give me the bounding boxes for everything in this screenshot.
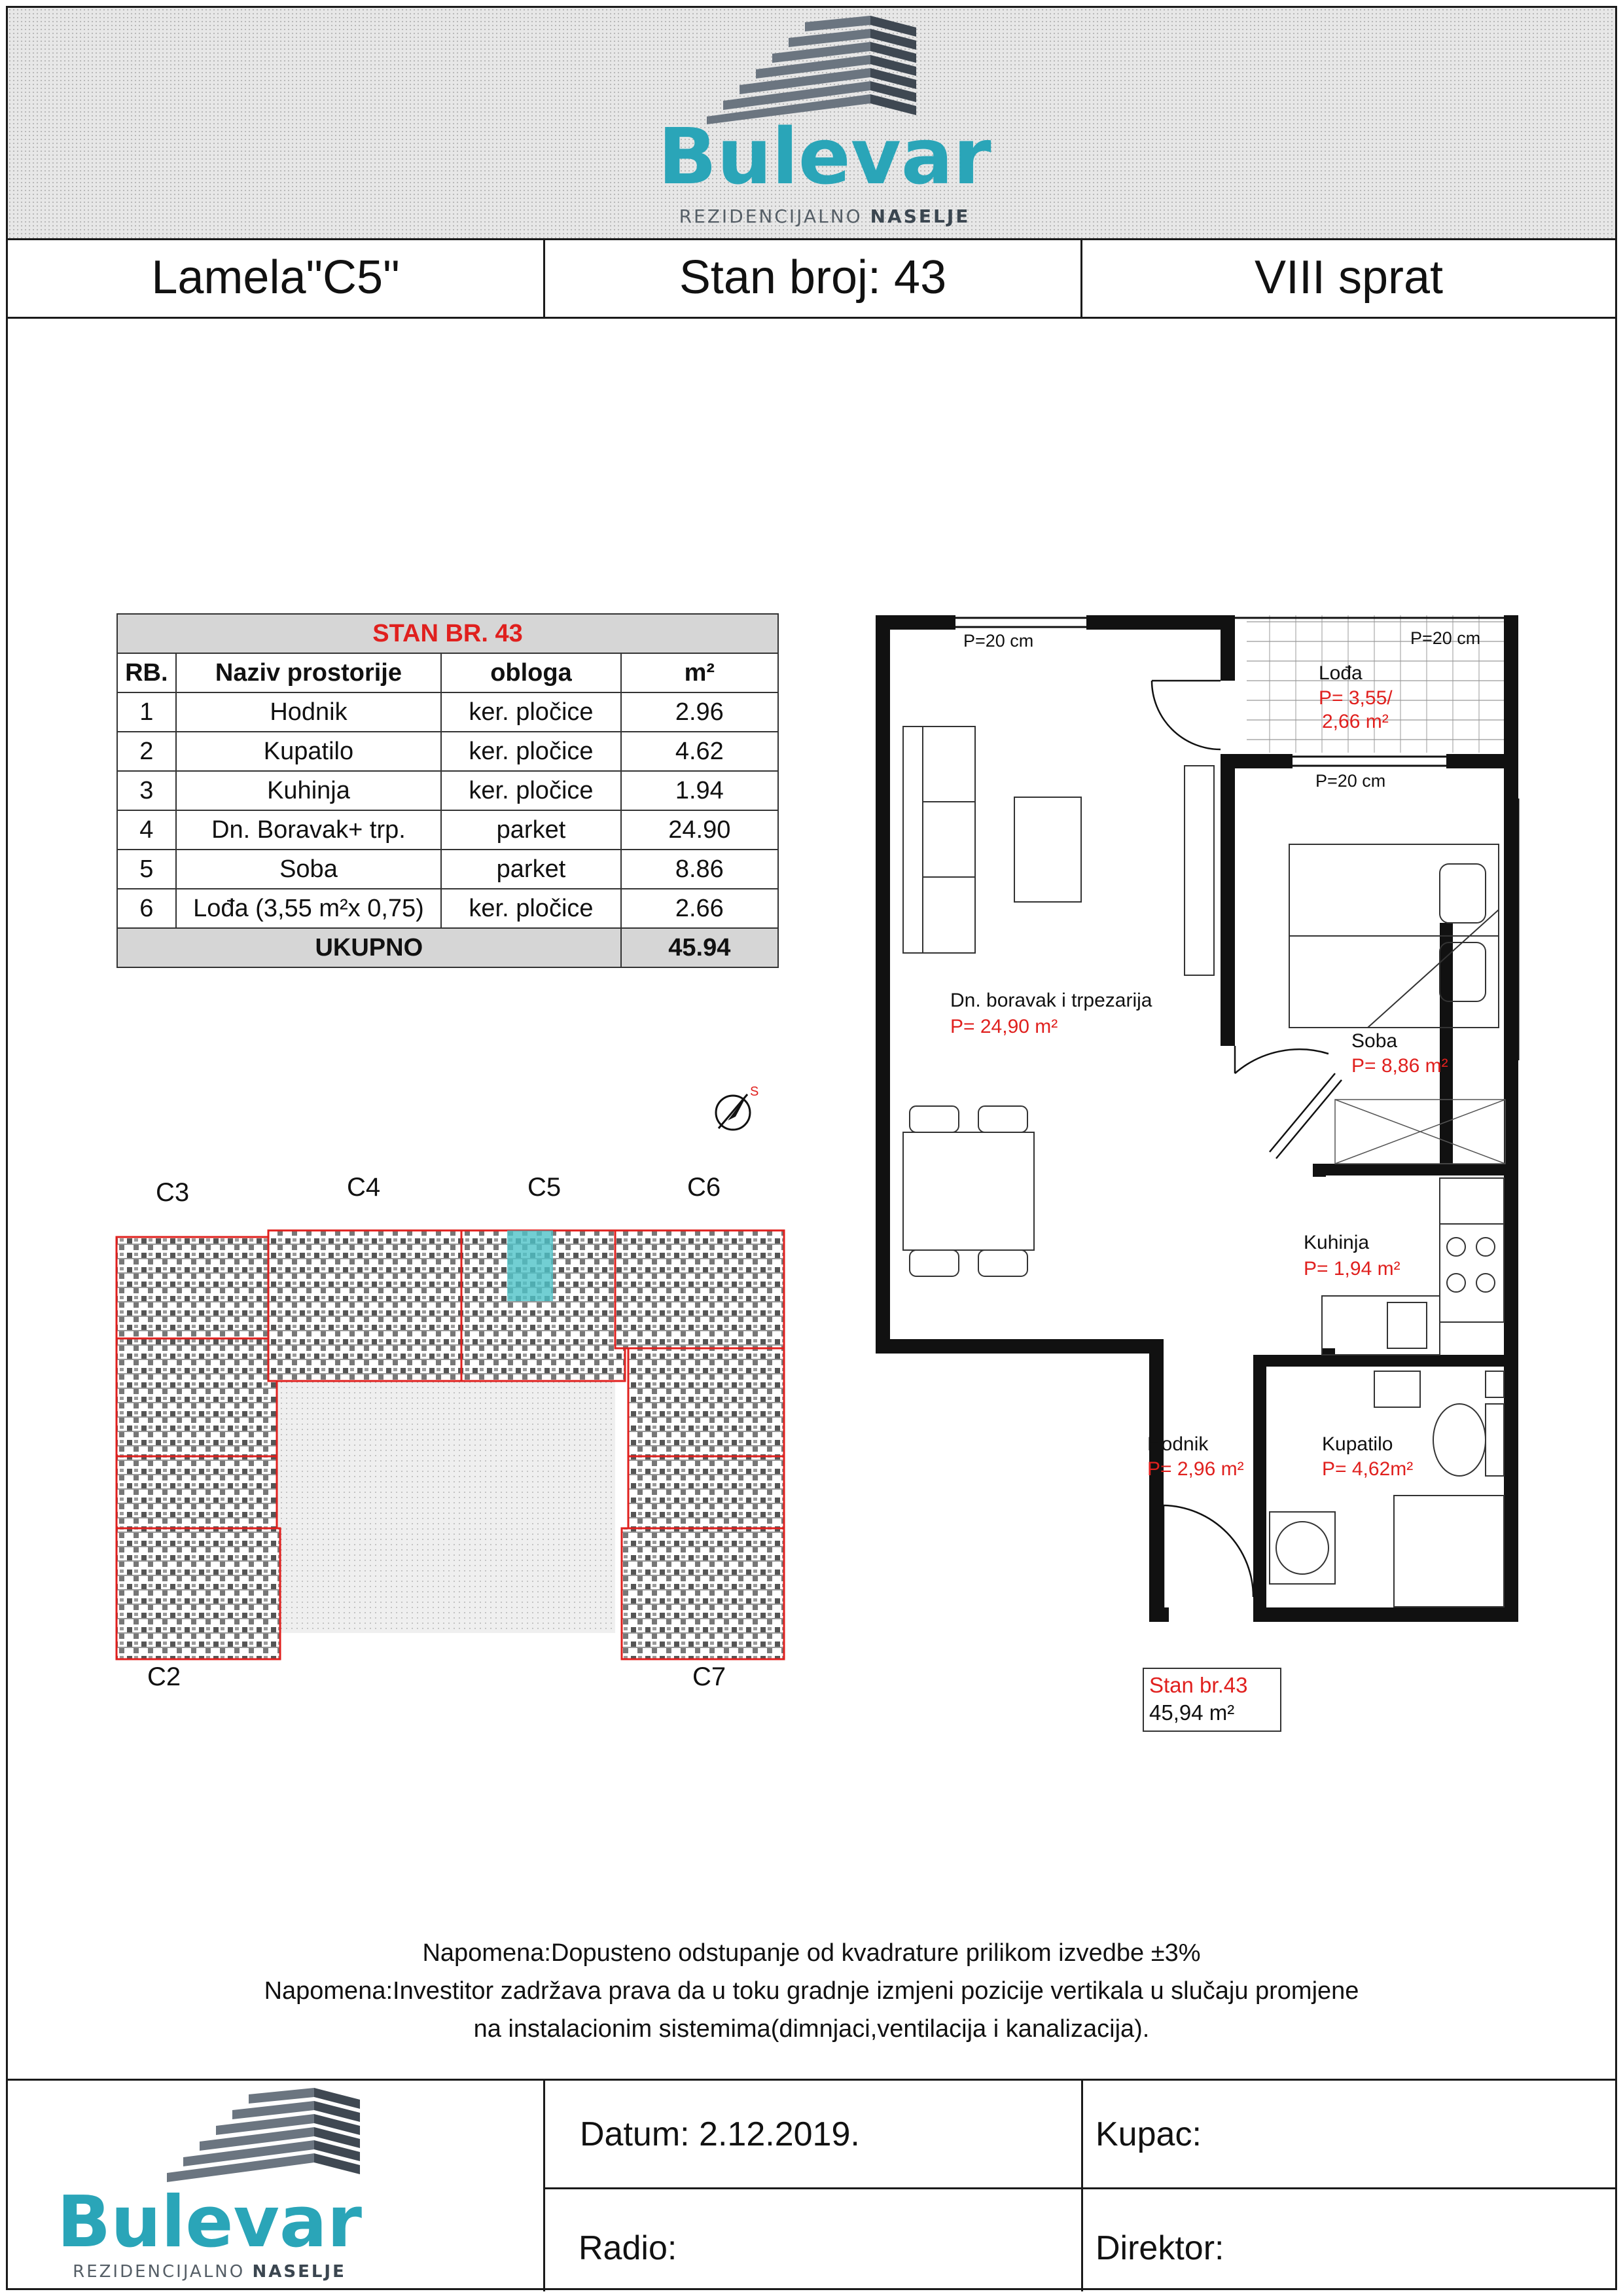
sofa bbox=[903, 726, 1214, 975]
block-label-c6: C6 bbox=[687, 1173, 721, 1202]
apartment-number: Stan broj: 43 bbox=[679, 251, 947, 304]
row-name: Lođa (3,55 m²x 0,75) bbox=[176, 889, 442, 928]
header-logo bbox=[654, 16, 995, 232]
total-label: UKUPNO bbox=[117, 928, 621, 967]
row-rb: 1 bbox=[117, 692, 176, 732]
note-line: na instalacionim sistemima(dimnjaci,ventilacija i kanalizacija). bbox=[473, 2015, 1150, 2043]
row-rb: 5 bbox=[117, 850, 176, 889]
row-rb: 6 bbox=[117, 889, 176, 928]
row-finish: ker. pločice bbox=[441, 692, 620, 732]
table-header bbox=[117, 653, 778, 692]
bedroom-name: Soba bbox=[1351, 1030, 1398, 1052]
block-c3 bbox=[116, 1237, 280, 1338]
living-room-name: Dn. boravak i trpezarija bbox=[950, 990, 1152, 1011]
table-row bbox=[117, 810, 778, 850]
compass-icon bbox=[707, 1080, 766, 1139]
row-rb: 3 bbox=[117, 771, 176, 810]
loggia-window-label: P=20 cm bbox=[1410, 628, 1481, 648]
note-line: Napomena:Investitor zadržava prava da u toku gradnje izmjeni pozicije vertikala u slučaju promjene bbox=[264, 1977, 1359, 2005]
row-area: 2.96 bbox=[621, 692, 778, 732]
director-field: Direktor: bbox=[1096, 2229, 1224, 2267]
block-c7 bbox=[622, 1528, 784, 1659]
block-label-c2: C2 bbox=[147, 1662, 181, 1691]
bathroom-area: P= 4,62m² bbox=[1322, 1458, 1414, 1480]
table-total-row bbox=[117, 928, 778, 967]
kitchen-name: Kuhinja bbox=[1304, 1232, 1370, 1253]
row-area: 1.94 bbox=[621, 771, 778, 810]
footer-logo bbox=[26, 2088, 419, 2284]
row-name: Kupatilo bbox=[176, 732, 442, 771]
unit-area: 45,94 m² bbox=[1149, 1700, 1235, 1725]
compass-letter: S bbox=[750, 1085, 759, 1099]
row-finish: ker. pločice bbox=[441, 889, 620, 928]
row-finish: ker. pločice bbox=[441, 732, 620, 771]
block-label-c7: C7 bbox=[692, 1662, 726, 1691]
col-header-rb: RB. bbox=[117, 653, 176, 692]
row-area: 4.62 bbox=[621, 732, 778, 771]
room-table bbox=[116, 613, 779, 968]
block-label-c5: C5 bbox=[527, 1173, 562, 1202]
total-value: 45.94 bbox=[621, 928, 778, 967]
footer-divider bbox=[543, 2081, 545, 2291]
brand-tagline bbox=[654, 206, 995, 228]
row-name: Soba bbox=[176, 850, 442, 889]
row-area: 24.90 bbox=[621, 810, 778, 850]
loggia-area-2: 2,66 m² bbox=[1322, 711, 1389, 732]
brand-tagline-bold: NASELJE bbox=[870, 206, 971, 227]
row-rb: 4 bbox=[117, 810, 176, 850]
table-row bbox=[117, 771, 778, 810]
kitchen-area: P= 1,94 m² bbox=[1304, 1258, 1400, 1280]
row-area: 2.66 bbox=[621, 889, 778, 928]
footer-divider bbox=[544, 2187, 1615, 2189]
unit-area-box bbox=[1143, 1668, 1281, 1732]
site-plan-drawing bbox=[111, 1165, 785, 1676]
brand-tagline-pre: REZIDENCIJALNO bbox=[73, 2262, 245, 2282]
loggia-area-1: P= 3,55/ bbox=[1319, 687, 1393, 709]
window-size-label: P=20 cm bbox=[963, 631, 1034, 651]
living-room-area: P= 24,90 m² bbox=[950, 1016, 1058, 1037]
col-header-area: m² bbox=[621, 653, 778, 692]
row-finish: parket bbox=[441, 810, 620, 850]
lamela-title: Lamela"C5" bbox=[151, 251, 400, 304]
loggia-name: Lođa bbox=[1319, 662, 1363, 684]
building-logo-icon bbox=[26, 2088, 419, 2193]
col-header-finish: obloga bbox=[441, 653, 620, 692]
hallway-area: P= 2,96 m² bbox=[1147, 1458, 1244, 1480]
note-line: Napomena:Dopusteno odstupanje od kvadrature prilikom izvedbe ±3% bbox=[422, 1939, 1201, 1967]
block-c4 bbox=[268, 1230, 461, 1381]
table-row bbox=[117, 692, 778, 732]
floor-plan bbox=[864, 602, 1544, 1623]
notes bbox=[0, 1934, 1623, 2048]
bathroom-name: Kupatilo bbox=[1322, 1433, 1393, 1455]
dining-table bbox=[903, 1106, 1034, 1276]
bedroom-area: P= 8,86 m² bbox=[1351, 1055, 1448, 1077]
brand-tagline-pre: REZIDENCIJALNO bbox=[679, 206, 863, 227]
row-name: Hodnik bbox=[176, 692, 442, 732]
table-row bbox=[117, 850, 778, 889]
date-field: Datum: 2.12.2019. bbox=[580, 2115, 860, 2153]
wardrobe bbox=[1335, 1100, 1505, 1164]
room-window-label: P=20 cm bbox=[1315, 771, 1386, 791]
prepared-by-field: Radio: bbox=[579, 2229, 677, 2267]
unit-label: Stan br.43 bbox=[1149, 1673, 1248, 1697]
block-label-c4: C4 bbox=[347, 1173, 381, 1202]
site-plan bbox=[111, 1165, 785, 1691]
highlighted-unit bbox=[507, 1230, 553, 1301]
bed bbox=[1289, 844, 1499, 1028]
footer-divider bbox=[1081, 2081, 1083, 2291]
col-header-name: Naziv prostorije bbox=[176, 653, 442, 692]
table-row bbox=[117, 732, 778, 771]
building-logo-icon bbox=[654, 16, 995, 127]
table-caption: STAN BR. 43 bbox=[117, 614, 778, 653]
block-c2 bbox=[116, 1528, 280, 1659]
buyer-field: Kupac: bbox=[1096, 2115, 1202, 2153]
block-c6 bbox=[615, 1230, 784, 1348]
brand-tagline bbox=[39, 2262, 380, 2282]
row-name: Dn. Boravak+ trp. bbox=[176, 810, 442, 850]
bathroom-fixtures bbox=[1270, 1371, 1504, 1607]
row-area: 8.86 bbox=[621, 850, 778, 889]
brand-name: Bulevar bbox=[56, 2181, 362, 2263]
row-rb: 2 bbox=[117, 732, 176, 771]
row-finish: ker. pločice bbox=[441, 771, 620, 810]
courtyard bbox=[275, 1381, 615, 1633]
table-row bbox=[117, 889, 778, 928]
floor-label: VIII sprat bbox=[1254, 251, 1444, 304]
block-label-c3: C3 bbox=[156, 1178, 190, 1207]
hallway-name: Hodnik bbox=[1147, 1433, 1209, 1455]
brand-tagline-bold: NASELJE bbox=[252, 2262, 346, 2282]
brand-name: Bulevar bbox=[658, 111, 991, 202]
title-row bbox=[8, 238, 1615, 319]
row-finish: parket bbox=[441, 850, 620, 889]
row-name: Kuhinja bbox=[176, 771, 442, 810]
